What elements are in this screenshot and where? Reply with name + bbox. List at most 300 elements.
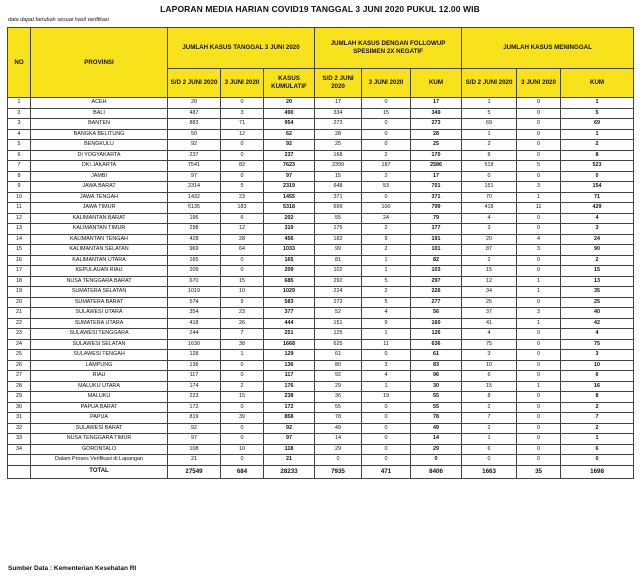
cell-f2: 0 [362,423,411,434]
cell-no: 16 [8,255,31,266]
cell-provinsi: RIAU [31,371,168,382]
cell-m1: 15 [462,266,517,277]
cell-f1: 52 [315,308,362,319]
cell-f1: 102 [315,266,362,277]
cell-provinsi: NUSA TENGGARA BARAT [31,276,168,287]
cell-f2: 0 [362,413,411,424]
cell-f1: 699 [315,203,362,214]
cell-m3: 15 [561,266,634,277]
cell-m3: 10 [561,360,634,371]
cell-k1: 487 [168,108,221,119]
cell-f3: 0 [411,455,462,466]
cell-f3: 799 [411,203,462,214]
cell-f1: 371 [315,192,362,203]
cell-f1: 55 [315,402,362,413]
cell-k2: 71 [221,119,264,130]
cell-m2: 0 [517,360,561,371]
cell-no: 2 [8,108,31,119]
cell-k1: 5135 [168,203,221,214]
cell-f1: 14 [315,434,362,445]
cell-k2: 15 [221,276,264,287]
cell-no: 5 [8,140,31,151]
cell-f3: 17 [411,98,462,109]
total-m2: 35 [517,465,561,478]
cell-no: 1 [8,98,31,109]
cell-m1: 0 [462,171,517,182]
cell-k2: 7 [221,329,264,340]
cell-m1: 0 [462,455,517,466]
table-row [8,150,634,161]
cell-m2: 0 [517,255,561,266]
cell-f1: 92 [315,371,362,382]
cell-m1: 518 [462,161,517,172]
cell-f1: 272 [315,297,362,308]
table-row [8,287,634,298]
cell-m1: 2 [462,423,517,434]
cell-f2: 0 [362,129,411,140]
cell-m2: 0 [517,350,561,361]
cell-k1: 196 [168,213,221,224]
table-row [8,318,634,329]
table-row [8,213,634,224]
cell-m3: 25 [561,297,634,308]
cell-m2: 0 [517,329,561,340]
subheader-followup-kum: KUM [411,69,462,98]
cell-f2: 9 [362,234,411,245]
cell-m2: 4 [517,234,561,245]
table-row [8,98,634,109]
cell-k1: 136 [168,360,221,371]
cell-m1: 7 [462,413,517,424]
total-m1: 1663 [462,465,517,478]
subheader-kasus-sd: S/D 2 JUNI 2020 [168,69,221,98]
cell-no [8,455,31,466]
cell-m1: 15 [462,381,517,392]
cell-k1: 50 [168,129,221,140]
cell-f1: 29 [315,381,362,392]
cell-provinsi: LAMPUNG [31,360,168,371]
cell-k1: 969 [168,245,221,256]
cell-provinsi: JAWA BARAT [31,182,168,193]
cell-k3: 21 [264,455,315,466]
cell-m2: 0 [517,98,561,109]
cell-k1: 172 [168,402,221,413]
cell-k3: 310 [264,224,315,235]
cell-k3: 377 [264,308,315,319]
cell-f3: 14 [411,434,462,445]
cell-m1: 2 [462,140,517,151]
cell-m2: 3 [517,245,561,256]
cell-m3: 0 [561,171,634,182]
table-row [8,108,634,119]
cell-m1: 69 [462,119,517,130]
cell-m2: 0 [517,434,561,445]
cell-f2: 0 [362,119,411,130]
cell-m1: 8 [462,392,517,403]
cell-k3: 583 [264,297,315,308]
cell-f3: 701 [411,182,462,193]
cell-k3: 858 [264,413,315,424]
cell-m3: 2 [561,402,634,413]
subheader-kasus-hari: 3 JUNI 2020 [221,69,264,98]
table-row [8,297,634,308]
cell-k3: 62 [264,129,315,140]
cell-f3: 56 [411,308,462,319]
cell-m2: 11 [517,203,561,214]
cell-provinsi: SULAWESI TENGAH [31,350,168,361]
cell-k2: 0 [221,266,264,277]
subheader-meninggal-kum: KUM [561,69,634,98]
cell-provinsi: BANTEN [31,119,168,130]
cell-k3: 97 [264,171,315,182]
cell-provinsi: SULAWESI SELATAN [31,339,168,350]
table-row [8,192,634,203]
cell-m1: 151 [462,182,517,193]
cell-f2: 24 [362,213,411,224]
cell-f1: 2399 [315,161,362,172]
cell-f2: 1 [362,329,411,340]
cell-f2: 2 [362,245,411,256]
cell-no: 28 [8,381,31,392]
cell-k1: 418 [168,318,221,329]
cell-m3: 24 [561,234,634,245]
cell-k2: 28 [221,234,264,245]
table-row [8,392,634,403]
cell-k2: 0 [221,423,264,434]
cell-no: 32 [8,423,31,434]
cell-m3: 429 [561,203,634,214]
cell-no: 17 [8,266,31,277]
cell-provinsi: MALUKU [31,392,168,403]
table-row [8,423,634,434]
cell-no: 24 [8,339,31,350]
cell-f1: 15 [315,171,362,182]
cell-k2: 26 [221,318,264,329]
cell-no: 12 [8,213,31,224]
cell-f1: 224 [315,287,362,298]
cell-k2: 12 [221,224,264,235]
cell-f3: 226 [411,287,462,298]
cell-f3: 297 [411,276,462,287]
cell-no: 10 [8,192,31,203]
cell-m1: 70 [462,192,517,203]
cell-f2: 2 [362,224,411,235]
cell-k1: 97 [168,171,221,182]
cell-f1: 168 [315,150,362,161]
cell-m2: 1 [517,276,561,287]
cell-m1: 37 [462,308,517,319]
cell-m3: 8 [561,150,634,161]
cell-provinsi: KEPULAUAN RIAU [31,266,168,277]
cell-f3: 349 [411,108,462,119]
cell-k2: 23 [221,192,264,203]
cell-provinsi: KALIMANTAN TENGAH [31,234,168,245]
cell-m3: 2 [561,140,634,151]
subheader-followup-hari: 3 JUNI 2020 [362,69,411,98]
cell-k1: 883 [168,119,221,130]
cell-m3: 4 [561,213,634,224]
cell-no: 25 [8,350,31,361]
cell-provinsi: BALI [31,108,168,119]
table-row [8,402,634,413]
cell-f1: 648 [315,182,362,193]
cell-k1: 128 [168,350,221,361]
cell-m3: 75 [561,339,634,350]
cell-k1: 92 [168,140,221,151]
cell-k1: 819 [168,413,221,424]
cell-f1: 28 [315,129,362,140]
cell-k3: 237 [264,150,315,161]
cell-m2: 0 [517,402,561,413]
table-row [8,360,634,371]
cell-k1: 21 [168,455,221,466]
cell-k3: 5318 [264,203,315,214]
cell-f1: 17 [315,98,362,109]
cell-m1: 6 [462,444,517,455]
cell-no: 33 [8,434,31,445]
cell-k2: 10 [221,287,264,298]
cell-k2: 0 [221,402,264,413]
table-row [8,308,634,319]
cell-k3: 92 [264,140,315,151]
cell-provinsi: SULAWESI TENGGARA [31,329,168,340]
header-meninggal: JUMLAH KASUS MENINGGAL [462,28,634,69]
cell-no: 23 [8,329,31,340]
cell-f1: 36 [315,392,362,403]
cell-m1: 4 [462,213,517,224]
cell-k3: 176 [264,381,315,392]
cell-m3: 69 [561,119,634,130]
report-title: LAPORAN MEDIA HARIAN COVID19 TANGGAL 3 JUNI 2020 PUKUL 12.00 WIB [160,4,480,14]
cell-k1: 2314 [168,182,221,193]
total-k2: 684 [221,465,264,478]
cell-f2: 5 [362,297,411,308]
cell-k3: 490 [264,108,315,119]
cell-k2: 0 [221,171,264,182]
cell-m1: 87 [462,245,517,256]
cell-f2: 0 [362,350,411,361]
cell-k3: 97 [264,434,315,445]
cell-no: 22 [8,318,31,329]
cell-f1: 99 [315,245,362,256]
cell-provinsi: MALUKU UTARA [31,381,168,392]
cell-k3: 209 [264,266,315,277]
cell-no: 21 [8,308,31,319]
cell-f1: 29 [315,444,362,455]
cell-f3: 103 [411,266,462,277]
cell-f3: 55 [411,392,462,403]
cell-m3: 7 [561,413,634,424]
table-row [8,350,634,361]
cell-m3: 4 [561,329,634,340]
cell-f3: 28 [411,129,462,140]
cell-f3: 55 [411,402,462,413]
cell-k2: 82 [221,161,264,172]
cell-m1: 2 [462,402,517,413]
cell-m2: 0 [517,171,561,182]
cell-m2: 0 [517,224,561,235]
cell-f2: 2 [362,150,411,161]
cell-k2: 0 [221,371,264,382]
total-f3: 8406 [411,465,462,478]
cell-f2: 19 [362,392,411,403]
cell-f2: 11 [362,339,411,350]
cell-no: 27 [8,371,31,382]
cell-k3: 1033 [264,245,315,256]
total-f2: 471 [362,465,411,478]
cell-m3: 40 [561,308,634,319]
subheader-meninggal-sd: S/D 2 JUNI 2020 [462,69,517,98]
cell-m2: 3 [517,182,561,193]
cell-k2: 15 [221,392,264,403]
cell-m3: 1 [561,434,634,445]
cell-m3: 8 [561,392,634,403]
table-row [8,276,634,287]
cell-no: 18 [8,276,31,287]
cell-no: 34 [8,444,31,455]
table-row [8,413,634,424]
header-followup: JUMLAH KASUS DENGAN FOLLOWUP SPESIMEN 2X NEGATIF [315,28,462,69]
cell-m2: 0 [517,423,561,434]
cell-f1: 81 [315,255,362,266]
cell-no: 29 [8,392,31,403]
cell-f1: 61 [315,350,362,361]
cell-k1: 354 [168,308,221,319]
cell-m3: 1 [561,129,634,140]
cell-f2: 0 [362,98,411,109]
cell-k1: 20 [168,98,221,109]
cell-f2: 100 [362,203,411,214]
cell-m1: 6 [462,371,517,382]
cell-provinsi: SULAWESI UTARA [31,308,168,319]
cell-m1: 418 [462,203,517,214]
cell-f1: 625 [315,339,362,350]
cell-f3: 2586 [411,161,462,172]
cell-k3: 20 [264,98,315,109]
cell-m3: 90 [561,245,634,256]
cell-f2: 1 [362,381,411,392]
cell-k1: 117 [168,371,221,382]
cell-m2: 1 [517,381,561,392]
cell-m2: 5 [517,161,561,172]
cell-f3: 371 [411,192,462,203]
cell-k1: 1019 [168,287,221,298]
cell-provinsi: JAWA TENGAH [31,192,168,203]
cell-f3: 126 [411,329,462,340]
cell-provinsi: BENGKULU [31,140,168,151]
cell-k2: 0 [221,455,264,466]
cell-f2: 0 [362,434,411,445]
cell-provinsi: DKI JAKARTA [31,161,168,172]
subheader-meninggal-hari: 3 JUNI 2020 [517,69,561,98]
table-row [8,371,634,382]
cell-no: 11 [8,203,31,214]
cell-f2: 4 [362,371,411,382]
cell-m2: 0 [517,297,561,308]
cell-k2: 5 [221,182,264,193]
cell-k2: 12 [221,129,264,140]
cell-f3: 170 [411,150,462,161]
cell-no: 30 [8,402,31,413]
covid-report-table [7,27,634,479]
source-note: Sumber Data : Kementerian Kesehatan RI [8,565,137,572]
cell-k3: 7623 [264,161,315,172]
cell-f3: 101 [411,245,462,256]
cell-k3: 238 [264,392,315,403]
cell-f2: 187 [362,161,411,172]
cell-f1: 182 [315,234,362,245]
cell-f1: 78 [315,413,362,424]
cell-f3: 277 [411,297,462,308]
cell-k3: 118 [264,444,315,455]
verification-note: data dapat berubah sesuai hasil verifikasi [8,17,109,23]
cell-m3: 71 [561,192,634,203]
cell-no: 3 [8,119,31,130]
cell-m1: 1 [462,98,517,109]
cell-provinsi: SUMATERA BARAT [31,297,168,308]
cell-m3: 154 [561,182,634,193]
table-row [8,234,634,245]
table-row [8,182,634,193]
cell-no: 9 [8,182,31,193]
cell-f3: 636 [411,339,462,350]
cell-no: 14 [8,234,31,245]
cell-f2: 9 [362,318,411,329]
cell-m1: 3 [462,224,517,235]
cell-provinsi: KALIMANTAN BARAT [31,213,168,224]
cell-f2: 1 [362,255,411,266]
cell-m3: 523 [561,161,634,172]
cell-f3: 79 [411,213,462,224]
table-row [8,266,634,277]
cell-k1: 97 [168,434,221,445]
cell-k2: 0 [221,434,264,445]
total-no [8,465,31,478]
cell-provinsi: SULAWESI BARAT [31,423,168,434]
cell-f2: 53 [362,182,411,193]
cell-m3: 6 [561,371,634,382]
cell-provinsi: KALIMANTAN SELATAN [31,245,168,256]
cell-provinsi: GORONTALO [31,444,168,455]
cell-k2: 3 [221,108,264,119]
cell-k3: 1668 [264,339,315,350]
table-row [8,245,634,256]
cell-f1: 55 [315,213,362,224]
cell-k1: 1630 [168,339,221,350]
cell-k1: 209 [168,266,221,277]
cell-f1: 25 [315,140,362,151]
cell-m1: 10 [462,360,517,371]
cell-f2: 0 [362,455,411,466]
cell-f2: 2 [362,171,411,182]
cell-f3: 191 [411,234,462,245]
cell-f3: 25 [411,140,462,151]
total-k1: 27549 [168,465,221,478]
cell-provinsi: SUMATERA UTARA [31,318,168,329]
cell-k2: 0 [221,360,264,371]
cell-m2: 1 [517,287,561,298]
cell-m2: 1 [517,192,561,203]
cell-k3: 954 [264,119,315,130]
cell-no: 26 [8,360,31,371]
cell-m3: 5 [561,108,634,119]
cell-f1: 273 [315,119,362,130]
cell-k2: 0 [221,140,264,151]
cell-m3: 1 [561,98,634,109]
cell-no: 4 [8,129,31,140]
cell-m1: 3 [462,350,517,361]
cell-f3: 61 [411,350,462,361]
